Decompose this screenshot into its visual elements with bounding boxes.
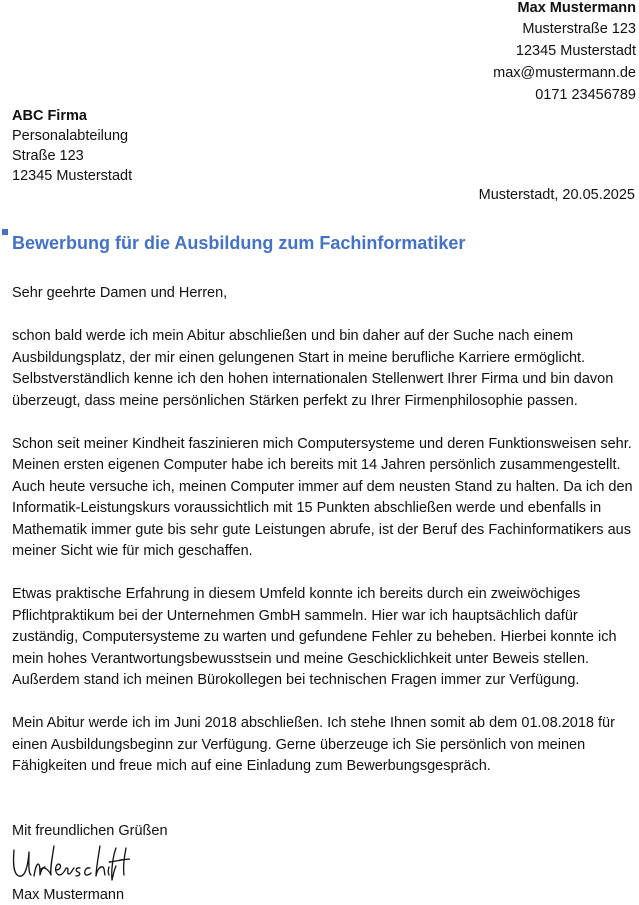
signer-name: Max Mustermann [12,887,125,903]
sender-name: Max Mustermann [517,0,636,16]
subject-heading: Bewerbung für die Ausbildung zum Fachinformatiker [12,233,466,253]
date-line: Musterstadt, 20.05.2025 [478,187,635,203]
paragraph-2: Schon seit meiner Kindheit faszinieren mich Computersysteme und deren Funktionsweisen sehr. Meinen ersten eigenen Computer habe ich bereits mit 14 Jahren persönlich zusammengestellt. Auch heute versuche ich, meinen Computer immer auf dem neusten Stand zu halten. Da ich den Informatik-Leistungskurs voraussichtlich mit 15 Punkten abschließen werde und ebenfalls in Mathematik immer gute bis sehr gute Leistungen abrufe, ist der Beruf des Fachinformatikers aus meiner Sicht wie für mich geschaffen. [12,435,633,559]
letter-body [12,283,634,799]
salutation: Sehr geehrte Damen und Herren, [12,285,228,301]
sender-city: 12345 Musterstadt [515,43,636,59]
recipient-block [12,106,132,186]
sender-email: max@mustermann.de [493,65,636,81]
recipient-company: ABC Firma [12,108,87,124]
sender-phone: 0171 23456789 [535,87,636,103]
paragraph-1: schon bald werde ich mein Abitur abschließen und bin daher auf der Suche nach einem Ausbildungsplatz, der mir einen gelungenen Start in meine berufliche Karriere ermöglicht. Selbstverständlich kenne ich den hohen internationalen Stellenwert Ihrer Firma und bin davon überzeugt, dass meine persönlichen Stärken perfekt zu Ihrer Firmenphilosophie passen. [12,328,614,409]
sender-street: Musterstraße 123 [522,21,636,37]
paragraph-4: Mein Abitur werde ich im Juni 2018 abschließen. Ich stehe Ihnen somit ab dem 01.08.2018 für einen Ausbildungsbeginn zur Verfügung. Gerne überzeuge ich Sie persönlich von meinen Fähigkeiten und freue mich auf eine Einladung zum Bewerbungsgespräch. [12,715,615,774]
paragraph-3: Etwas praktische Erfahrung in diesem Umfeld konnte ich bereits durch ein zweiwöchiges Pflichtpraktikum bei der Unternehmen GmbH sammeln. Hier war ich hauptsächlich dafür zuständig, Computersysteme zu warten und gefundene Fehler zu beheben. Hierbei konnte ich mein hohes Verantwortungsbewusstsein und meine Geschicklichkeit unter Beweis stellen. Außerdem stand ich meinen Bürokollegen bei technischen Fragen immer zur Verfügung. [12,586,617,688]
recipient-street: Straße 123 [12,148,84,164]
subject-marker [2,229,8,235]
sender-block [493,0,636,106]
handwritten-signature [10,840,130,886]
recipient-city: 12345 Musterstadt [12,168,133,184]
closing: Mit freundlichen Grüßen [12,823,168,839]
recipient-department: Personalabteilung [12,128,129,144]
